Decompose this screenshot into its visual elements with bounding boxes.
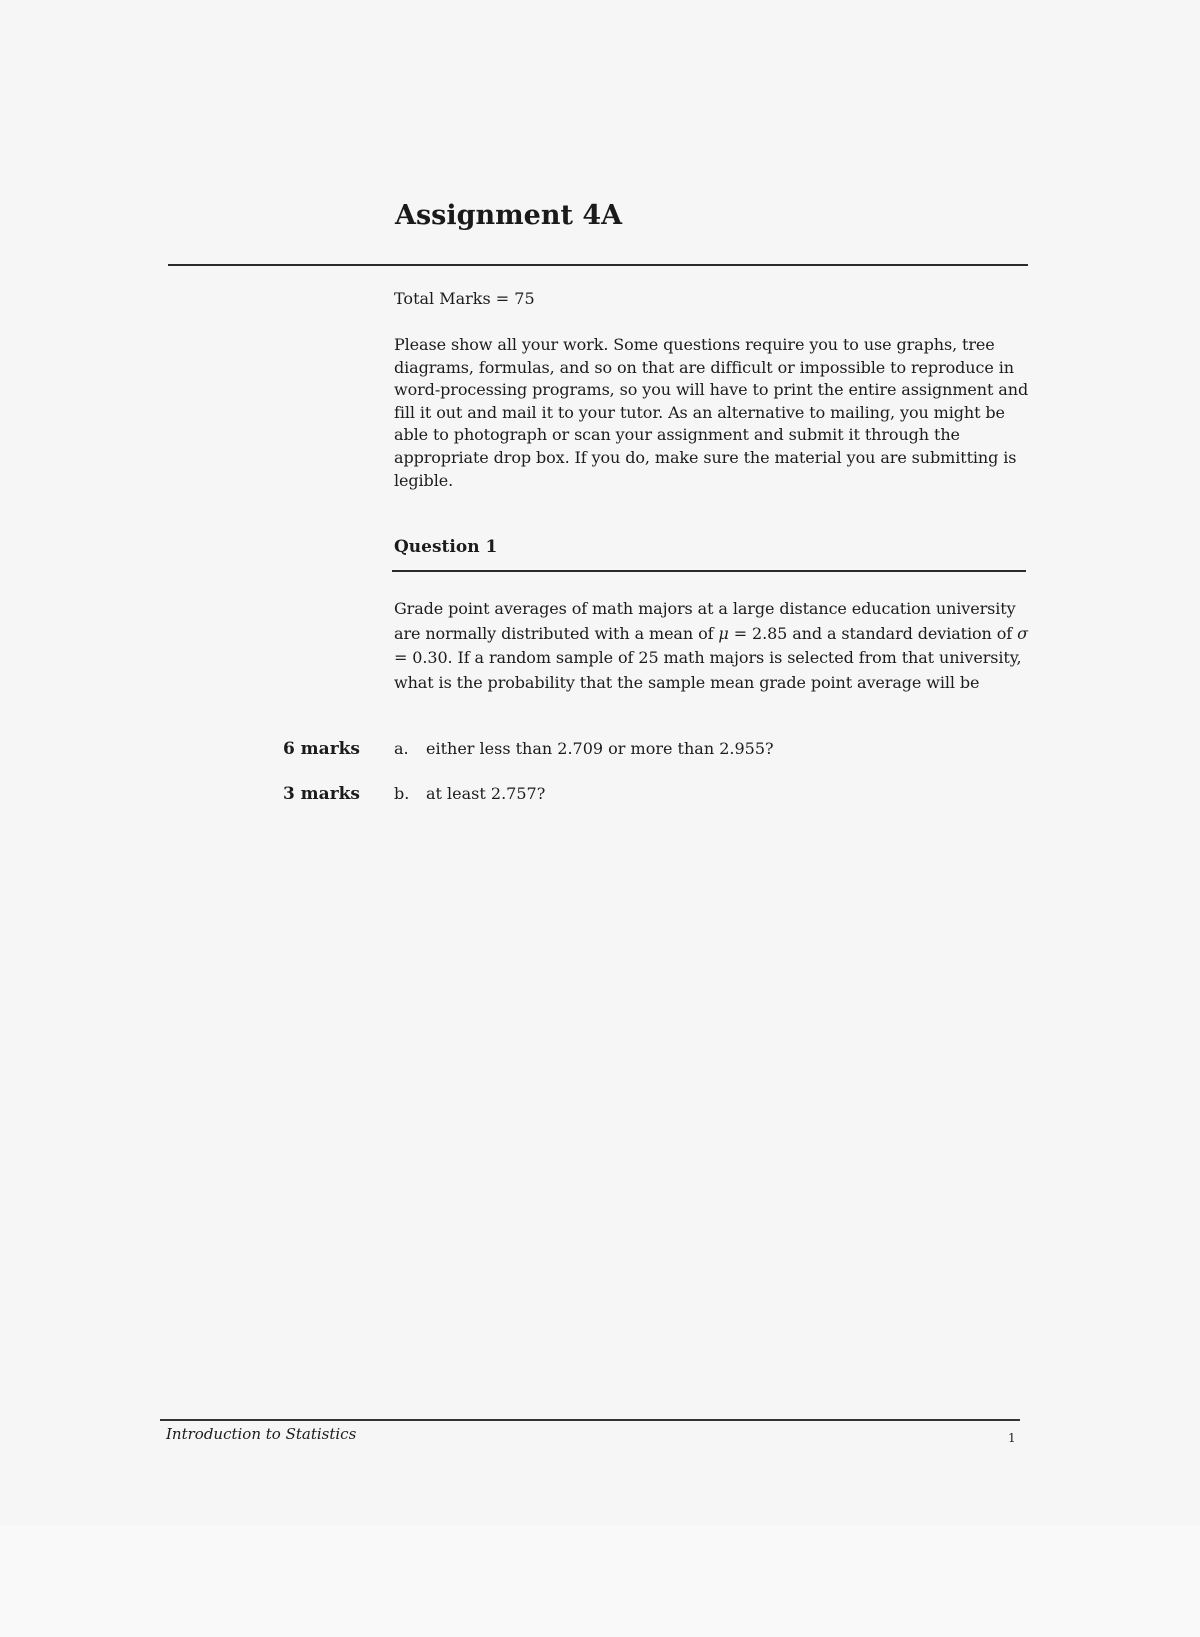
part-a-marks: 6 marks: [282, 739, 360, 759]
question-1-heading: Question 1: [394, 537, 498, 557]
mu-symbol: μ: [718, 623, 729, 643]
question-1-stem: [394, 597, 1044, 695]
part-b-text: at least 2.757?: [426, 784, 546, 803]
footer-rule: [160, 1419, 1020, 1421]
stem-text-3: . If a random sample of 25 math majors is selected from that university, what is the probability that the sample mean grade point average will be: [394, 648, 1022, 692]
mu-value: = 2.85: [728, 623, 788, 643]
total-marks: Total Marks = 75: [394, 289, 535, 308]
part-b-letter: b.: [394, 784, 410, 803]
instructions-paragraph: Please show all your work. Some questions require you to use graphs, tree diagrams, formulas, and so on that are difficult or impossible to reproduce in word-processing programs, so you will have to print the entire assignment and fill it out and mail it to your tutor. As an alternative to mailing, you might be able to photograph or scan your assignment and submit it through the appropriate drop box. If you do, make sure the material you are submitting is legible.: [394, 335, 1029, 490]
question-rule: [392, 570, 1026, 572]
page-number: 1: [1008, 1431, 1016, 1445]
scan-edge: [0, 1525, 1200, 1637]
part-a-letter: a.: [394, 739, 409, 758]
footer-course-title: Introduction to Statistics: [166, 1425, 357, 1443]
assignment-title: Assignment 4A: [395, 200, 623, 231]
stem-text-2: and a standard deviation of: [787, 623, 1018, 643]
title-rule: [168, 264, 1028, 266]
part-b-marks: 3 marks: [282, 784, 360, 804]
part-a-text: either less than 2.709 or more than 2.955?: [426, 739, 774, 758]
stem-text-1: Grade point averages of math majors at a large distance education university are normally distributed with a mean of: [394, 599, 1016, 643]
sigma-value: = 0.30: [394, 648, 448, 667]
sigma-symbol: σ: [1017, 623, 1028, 643]
